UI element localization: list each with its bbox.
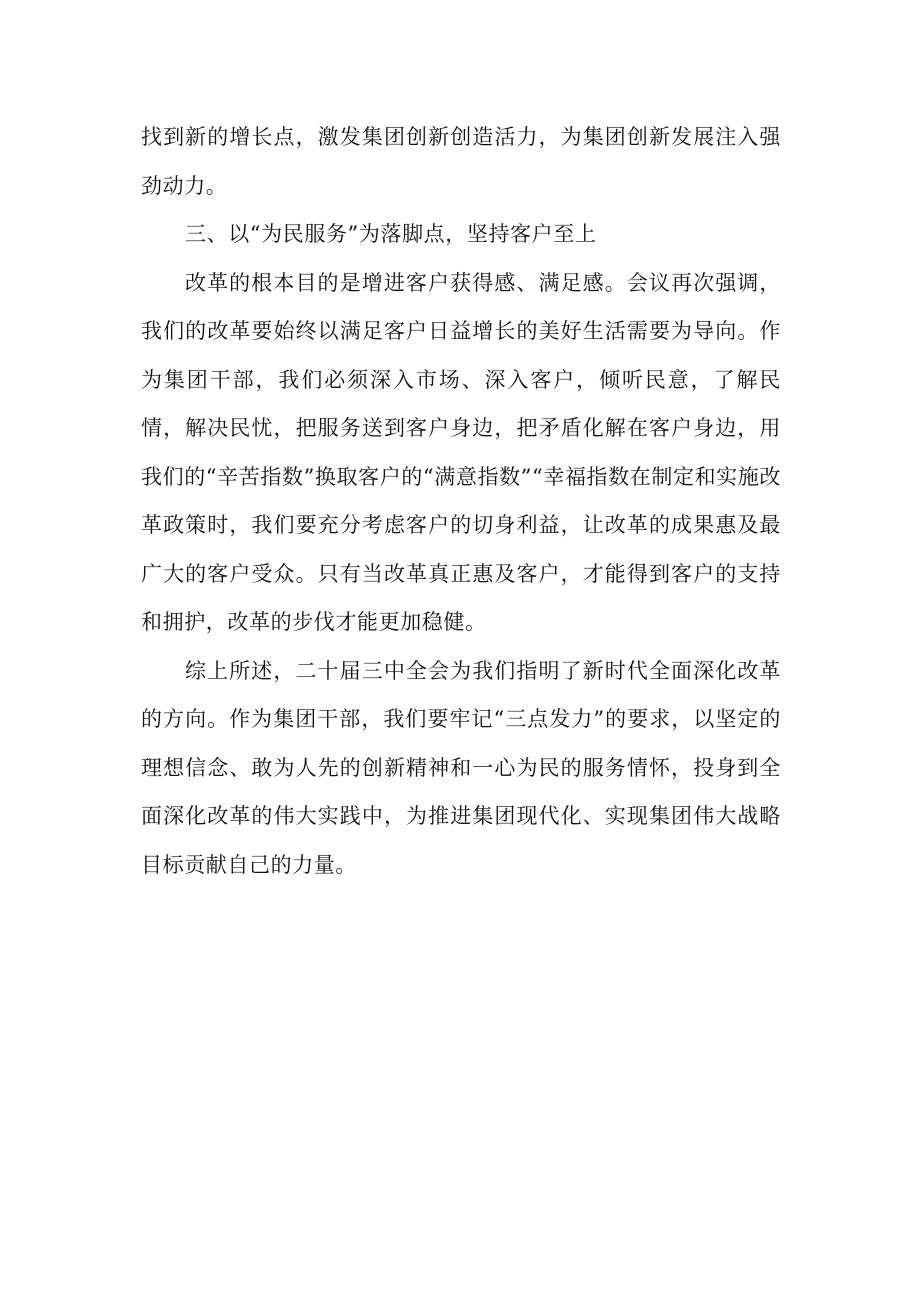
paragraph-continuation: 找到新的增长点，激发集团创新创造活力，为集团创新发展注入强劲动力。 — [141, 125, 781, 198]
document-body — [141, 113, 781, 889]
section-heading: 三、以“为民服务”为落脚点，坚持客户至上 — [185, 222, 597, 246]
paragraph-service: 改革的根本目的是增进客户获得感、满足感。会议再次强调，我们的改革要始终以满足客户日益增长的美好生活需要为导向。作为集团干部，我们必须深入市场、深入客户，倾听民意，了解民情，解决民忧，把服务送到客户身边，把矛盾化解在客户身边，用我们的“辛苦指数”换取客户的“满意指数”“幸福指数在制定和实施改革政策时，我们要充分考虑客户的切身利益，让改革的成果惠及最广大的客户受众。只有当改革真正惠及客户，才能得到客户的支持和拥护，改革的步伐才能更加稳健。 — [141, 270, 781, 634]
paragraph-conclusion: 综上所述，二十届三中全会为我们指明了新时代全面深化改革的方向。作为集团干部，我们要牢记“三点发力”的要求，以坚定的理想信念、敢为人先的创新精神和一心为民的服务情怀，投身到全面深化改革的伟大实践中，为推进集团现代化、实现集团伟大战略目标贡献自己的力量。 — [141, 658, 781, 877]
